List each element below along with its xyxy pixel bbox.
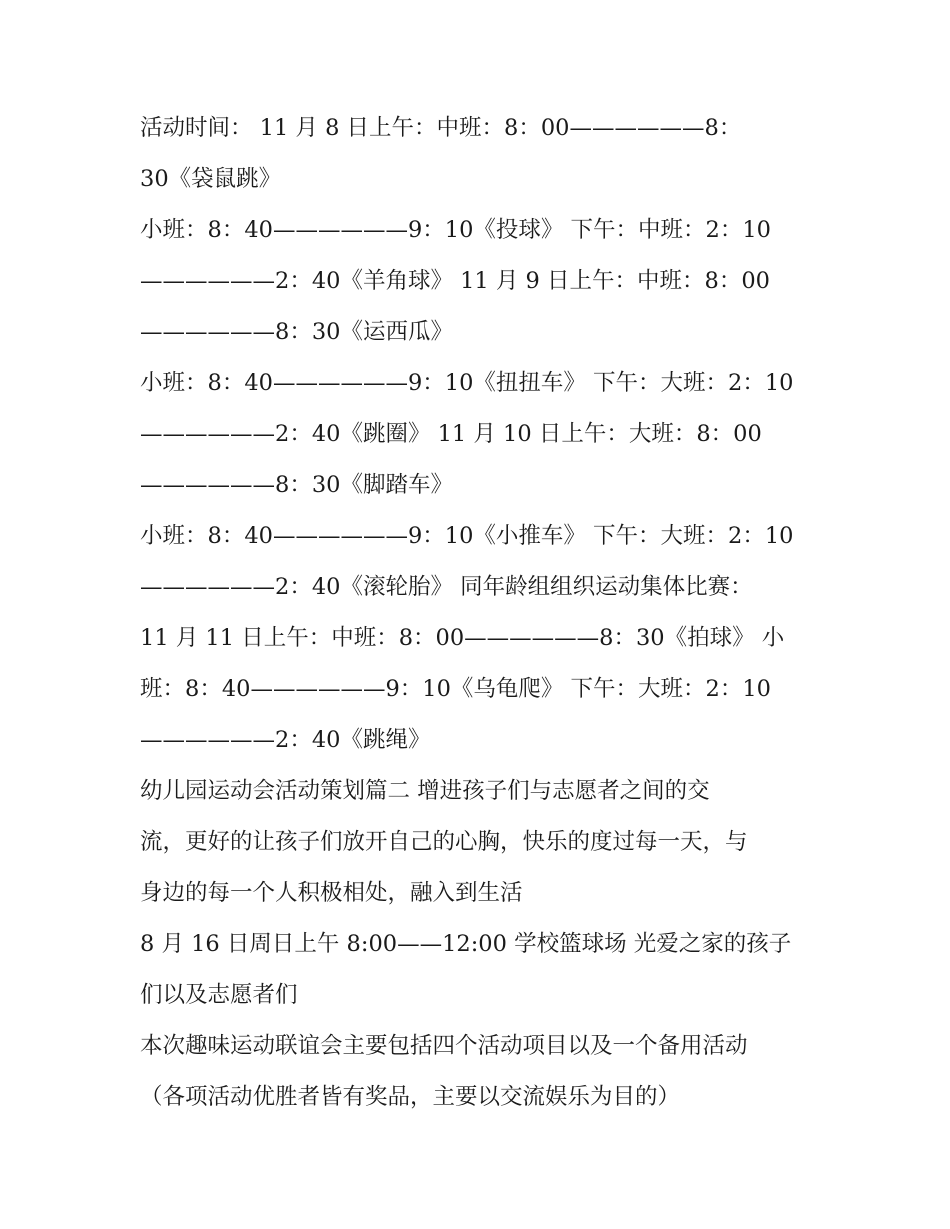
text-line-12: 班：8：40——————9：10《乌龟爬》 下午：大班：2：10: [140, 676, 771, 702]
text-line-19: 本次趣味运动联谊会主要包括四个活动项目以及一个备用活动: [140, 1033, 748, 1059]
text-line-11: 11 月 11 日上午：中班：8：00——————8：30《拍球》 小: [140, 625, 785, 651]
text-line-16: 身边的每一个人积极相处，融入到生活: [140, 880, 523, 906]
text-line-2: 30《袋鼠跳》: [140, 166, 282, 192]
text-line-3: 小班：8：40——————9：10《投球》 下午：中班：2：10: [140, 217, 771, 243]
text-line-7: ——————2：40《跳圈》 11 月 10 日上午：大班：8：00: [140, 421, 762, 447]
text-line-8: ——————8：30《脚踏车》: [140, 472, 453, 498]
text-line-6: 小班：8：40——————9：10《扭扭车》 下午：大班：2：10: [140, 370, 794, 396]
text-line-20: （各项活动优胜者皆有奖品，主要以交流娱乐为目的）: [140, 1084, 681, 1110]
text-line-13: ——————2：40《跳绳》: [140, 727, 431, 753]
text-line-5: ——————8：30《运西瓜》: [140, 319, 453, 345]
text-line-4: ——————2：40《羊角球》 11 月 9 日上午：中班：8：00: [140, 268, 770, 294]
document-body: [140, 103, 830, 1123]
text-line-10: ——————2：40《滚轮胎》 同年龄组组织运动集体比赛：: [140, 574, 753, 600]
text-line-14: 幼儿园运动会活动策划篇二 增进孩子们与志愿者之间的交: [140, 778, 710, 804]
text-line-18: 们以及志愿者们: [140, 982, 298, 1008]
text-line-9: 小班：8：40——————9：10《小推车》 下午：大班：2：10: [140, 523, 794, 549]
text-line-1: 活动时间： 11 月 8 日上午：中班：8：00——————8：: [140, 115, 742, 141]
text-line-15: 流，更好的让孩子们放开自己的心胸，快乐的度过每一天，与: [140, 829, 748, 855]
text-line-17: 8 月 16 日周日上午 8:00——12:00 学校篮球场 光爱之家的孩子: [140, 931, 792, 957]
